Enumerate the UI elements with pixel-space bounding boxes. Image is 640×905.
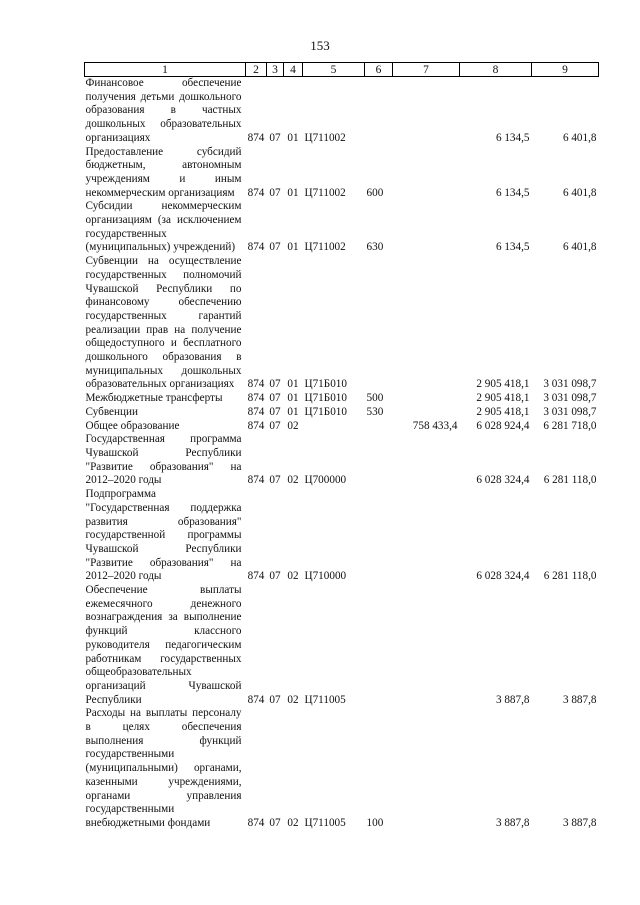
cell-amount-8: 6 134,5 [495,186,530,199]
column-header-7: 7 [393,63,460,77]
cell-amount-8: 6 028 324,4 [476,570,530,583]
cell-amount-7 [393,406,460,420]
cell-target-article [303,420,365,434]
cell-target-article: Ц711002 [304,241,346,254]
cell-expense-type [365,255,393,392]
cell-amount-9: 6 401,8 [562,131,597,144]
budget-table [84,62,599,831]
cell-amount-9: 6 281 118,0 [543,570,597,583]
cell-subsection: 02 [287,816,299,829]
column-header-4: 4 [284,63,303,77]
cell-amount-7 [393,77,460,146]
cell-amount-8: 2 905 418,1 [476,378,530,391]
cell-target-article: Ц710000 [304,570,347,583]
cell-amount-9: 3 887,8 [562,816,597,829]
cell-section: 07 [269,419,281,432]
cell-amount-9: 6 281 118,0 [543,474,597,487]
cell-expense-type [365,77,393,146]
cell-expense-type [365,584,393,707]
cell-amount-8: 3 887,8 [495,693,530,706]
cell-expense-type: 500 [366,392,384,405]
cell-amount-7: 758 433,4 [412,419,458,432]
page-number: 153 [310,38,330,53]
column-number-header [85,63,599,77]
table-row [85,584,599,707]
cell-expense-type [365,420,393,434]
cell-amount-8: 2 905 418,1 [476,405,530,418]
cell-amount-7 [393,433,460,488]
cell-subsection: 02 [287,419,299,432]
cell-section: 07 [269,474,281,487]
cell-amount-8: 6 028 924,4 [476,419,530,432]
column-header-2: 2 [246,63,267,77]
cell-section: 07 [269,378,281,391]
cell-amount-9: 3 031 098,7 [543,405,597,418]
cell-subsection: 02 [287,570,299,583]
cell-subsection: 01 [287,241,299,254]
cell-target-article: Ц711002 [304,186,346,199]
cell-section: 07 [269,186,281,199]
cell-subsection: 01 [287,378,299,391]
row-name: Финансовое обеспечение получения детьми дошкольного образования в частных дошкольных образовательных организациях [85,77,242,144]
cell-amount-9: 6 401,8 [562,241,597,254]
cell-section: 07 [269,816,281,829]
column-header-3: 3 [267,63,284,77]
cell-amount-9: 3 031 098,7 [543,392,597,405]
cell-ministry-code: 874 [247,131,265,144]
cell-ministry-code: 874 [247,816,265,829]
cell-subsection: 02 [287,693,299,706]
cell-expense-type [365,488,393,584]
cell-amount-8: 6 028 324,4 [476,474,530,487]
cell-section: 07 [269,392,281,405]
table-row [85,200,599,255]
cell-target-article: Ц700000 [304,474,347,487]
cell-subsection: 02 [287,474,299,487]
cell-amount-8: 6 134,5 [495,131,530,144]
cell-ministry-code: 874 [247,474,265,487]
row-name: Субсидии некоммерческим организациям (за исключением государственных (муниципальных) учреждений) [85,200,242,254]
table-row [85,77,599,146]
cell-section: 07 [269,405,281,418]
cell-amount-9: 6 281 718,0 [543,419,597,432]
cell-target-article: Ц711005 [304,693,346,706]
column-header-1: 1 [85,63,246,77]
row-name: Межбюджетные трансферты [85,392,223,405]
cell-target-article: Ц711005 [304,816,346,829]
row-name: Субвенции на осуществление государственных полномочий Чувашской Республики по финансовому обеспечению государственных гарантий реализации прав на получение общедоступного и бесплатного дошкольного образования в муниципальных дошкольных образовательных организациях [85,255,242,391]
cell-section: 07 [269,693,281,706]
cell-expense-type [365,433,393,488]
cell-amount-9: 6 401,8 [562,186,597,199]
row-name: Подпрограмма "Государственная поддержка развития образования" государственной программы Чувашской Республики "Развитие образования" на 2012–2020 годы [85,488,242,583]
cell-subsection: 01 [287,131,299,144]
row-name: Государственная программа Чувашской Республики "Развитие образования" на 2012–2020 годы [85,433,242,487]
column-header-8: 8 [460,63,532,77]
row-name: Общее образование [85,419,180,432]
cell-subsection: 01 [287,186,299,199]
cell-amount-9: 3 031 098,7 [543,378,597,391]
cell-ministry-code: 874 [247,378,265,391]
column-header-5: 5 [303,63,365,77]
cell-ministry-code: 874 [247,186,265,199]
table-row [85,255,599,392]
cell-ministry-code: 874 [247,693,265,706]
table-row [85,406,599,420]
cell-section: 07 [269,241,281,254]
cell-target-article: Ц71Б010 [304,392,347,405]
cell-amount-7 [393,707,460,830]
cell-target-article: Ц711002 [304,131,346,144]
cell-section: 07 [269,570,281,583]
cell-amount-7 [393,255,460,392]
row-name: Предоставление субсидий бюджетным, автономным учреждениям и иным некоммерческим организациям [85,145,242,199]
row-name: Субвенции [85,405,138,418]
cell-ministry-code: 874 [247,241,265,254]
cell-expense-type: 100 [366,816,384,829]
cell-expense-type: 600 [366,186,384,199]
cell-target-article: Ц71Б010 [304,378,347,391]
table-row [85,392,599,406]
cell-ministry-code: 874 [247,570,265,583]
table-row [85,488,599,584]
table-row [85,707,599,830]
cell-amount-8: 2 905 418,1 [476,392,530,405]
cell-target-article: Ц71Б010 [304,405,347,418]
row-name: Обеспечение выплаты ежемесячного денежного вознаграждения за выполнение функций классного руководителя педагогическим работникам государственных общеобразовательных организаций Чувашской Республики [85,584,242,706]
cell-subsection: 01 [287,392,299,405]
cell-amount-9: 3 887,8 [562,693,597,706]
cell-amount-7 [393,584,460,707]
cell-amount-7 [393,488,460,584]
column-header-6: 6 [365,63,393,77]
table-row [85,420,599,434]
table-row [85,433,599,488]
cell-expense-type: 630 [366,241,384,254]
cell-amount-7 [393,146,460,201]
column-header-9: 9 [532,63,599,77]
table-row [85,146,599,201]
cell-amount-7 [393,392,460,406]
cell-amount-8: 3 887,8 [495,816,530,829]
cell-ministry-code: 874 [247,419,265,432]
cell-expense-type: 530 [366,405,384,418]
cell-section: 07 [269,131,281,144]
cell-amount-7 [393,200,460,255]
row-name: Расходы на выплаты персоналу в целях обеспечения выполнения функций государственными (муниципальными) органами, казенными учреждениями, органами управления государственными внебюджетными фондами [85,707,242,829]
cell-amount-8: 6 134,5 [495,241,530,254]
cell-subsection: 01 [287,405,299,418]
cell-ministry-code: 874 [247,392,265,405]
cell-ministry-code: 874 [247,405,265,418]
